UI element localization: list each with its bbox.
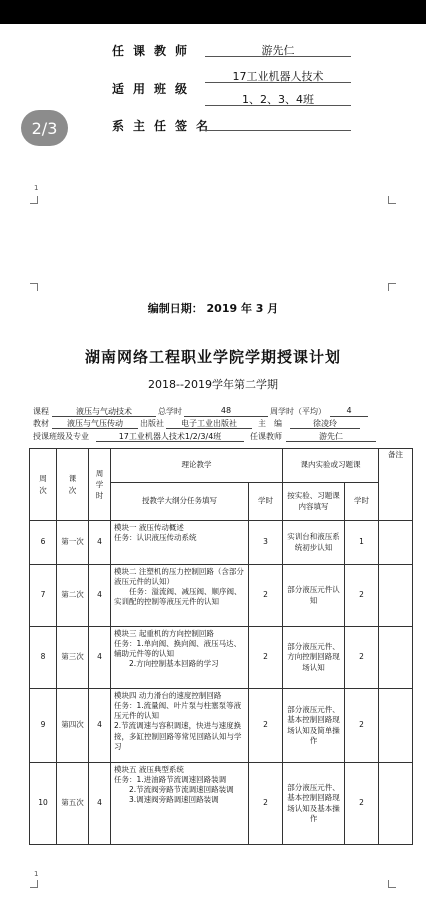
cell-lesson: 第五次 <box>57 763 89 845</box>
cell-remark <box>379 763 413 845</box>
cell-hours: 4 <box>89 689 111 763</box>
crop-mark <box>30 283 38 291</box>
cell-remark <box>379 627 413 689</box>
meta-underline <box>184 416 268 417</box>
cell-week: 8 <box>30 627 57 689</box>
crop-mark <box>30 196 38 204</box>
cell-practice-hours: 2 <box>345 763 379 845</box>
cell-remark <box>379 521 413 565</box>
table-row <box>30 521 413 565</box>
class-label: 适用班级 <box>112 82 197 96</box>
teaching-plan-table <box>29 448 413 845</box>
cell-theory: 模块一 液压传动概述 任务：认识液压传动系统 <box>111 521 249 565</box>
header-practice-hours: 学时 <box>345 483 379 521</box>
page-number-1: 1 <box>34 184 39 192</box>
cell-practice: 部分液压元件认知 <box>283 565 345 627</box>
header-theory-hours: 学时 <box>249 483 283 521</box>
cell-practice-hours: 2 <box>345 565 379 627</box>
class-underline-1 <box>205 82 351 83</box>
table-row <box>30 763 413 845</box>
cell-hours: 4 <box>89 521 111 565</box>
cell-theory-hours: 3 <box>249 521 283 565</box>
teacher-value: 游先仁 <box>261 44 295 57</box>
cell-practice-hours: 1 <box>345 521 379 565</box>
class-major-label: 授课班级及专业 <box>33 432 89 441</box>
meta-teacher-value: 游先仁 <box>319 432 343 441</box>
cell-theory: 模块五 液压典型系统 任务：1.进油路节流调速回路装调 2.节流阀旁路节流调速回路装调 3.调速阀旁路调速回路装调 <box>111 763 249 845</box>
cell-hours: 4 <box>89 565 111 627</box>
crop-mark <box>30 880 38 888</box>
cell-week: 9 <box>30 689 57 763</box>
cell-theory: 模块三 起重机的方向控制回路 任务：1.单向阀、换向阀、液压马达、辅助元件等的认知 2.方向控制基本回路的学习 <box>111 627 249 689</box>
cell-theory: 模块二 注塑机的压力控制回路（含部分液压元件的认知） 任务：溢流阀、减压阀、顺序阀、实训配的控制等液压元件的认知 <box>111 565 249 627</box>
cell-practice: 部分液压元件、基本控制回路现场认知及基本操作 <box>283 763 345 845</box>
publisher-value: 电子工业出版社 <box>181 419 237 428</box>
weekly-hours-value: 4 <box>346 406 352 415</box>
cell-lesson: 第三次 <box>57 627 89 689</box>
meta-underline <box>52 428 138 429</box>
course-value: 液压与气动技术 <box>76 407 132 416</box>
teacher-label: 任课教师 <box>112 44 197 58</box>
cell-practice: 部分液压元件、基本控制回路现场认知及简单操作 <box>283 689 345 763</box>
cell-practice-hours: 2 <box>345 627 379 689</box>
crop-mark <box>388 283 396 291</box>
header-lesson: 课次 <box>57 449 89 521</box>
class-value-line1: 17工业机器人技术 <box>232 70 324 83</box>
document-subtitle: 2018--2019学年第二学期 <box>148 378 278 391</box>
table-row <box>30 565 413 627</box>
editor-label: 主 编 <box>258 419 282 428</box>
status-bar <box>0 0 426 24</box>
cell-lesson: 第二次 <box>57 565 89 627</box>
cell-week: 7 <box>30 565 57 627</box>
meta-underline <box>52 416 156 417</box>
director-underline <box>205 130 351 131</box>
class-major-value: 17工业机器人技术1/2/3/4班 <box>118 432 222 441</box>
crop-mark <box>388 880 396 888</box>
meta-underline <box>96 441 244 442</box>
document-title: 湖南网络工程职业学院学期授课计划 <box>84 348 341 366</box>
course-label: 课程 <box>33 407 49 416</box>
weekly-hours-label: 周学时（平均） <box>270 407 326 416</box>
total-hours-value: 48 <box>220 406 232 415</box>
cell-hours: 4 <box>89 763 111 845</box>
header-row <box>30 449 413 483</box>
header-practice-content: 按实验、习题课内容填写 <box>283 483 345 521</box>
page-indicator[interactable]: 2/3 <box>21 110 68 146</box>
header-hours: 周学时 <box>89 449 111 521</box>
cell-theory-hours: 2 <box>249 689 283 763</box>
cell-hours: 4 <box>89 627 111 689</box>
header-week: 周次 <box>30 449 57 521</box>
teacher-underline <box>205 56 351 57</box>
publisher-label: 出版社 <box>140 419 164 428</box>
class-underline-2 <box>205 105 351 106</box>
cell-lesson: 第四次 <box>57 689 89 763</box>
cell-practice-hours: 2 <box>345 689 379 763</box>
meta-underline <box>290 428 360 429</box>
header-remark: 备注 <box>379 449 413 521</box>
header-practice: 课内实验或习题课 <box>283 449 379 483</box>
table-row <box>30 689 413 763</box>
cell-lesson: 第一次 <box>57 521 89 565</box>
meta-underline <box>166 428 252 429</box>
cell-practice: 实训台和液压系统初步认知 <box>283 521 345 565</box>
meta-underline <box>286 441 376 442</box>
cell-theory-hours: 2 <box>249 627 283 689</box>
total-hours-label: 总学时 <box>158 407 182 416</box>
meta-teacher-label: 任课教师 <box>250 432 282 441</box>
cell-remark <box>379 689 413 763</box>
cell-remark <box>379 565 413 627</box>
header-theory-content: 授教学大纲分任务填写 <box>111 483 249 521</box>
page-number-2: 1 <box>34 870 39 878</box>
cell-theory-hours: 2 <box>249 763 283 845</box>
edit-date: 编制日期： 2019 年 3 月 <box>147 302 279 315</box>
cell-practice: 部分液压元件、方向控制回路现场认知 <box>283 627 345 689</box>
editor-value: 徐凌玲 <box>313 419 337 428</box>
meta-underline <box>330 416 368 417</box>
class-value-line2: 1、2、3、4班 <box>242 93 314 106</box>
textbook-label: 教材 <box>33 419 49 428</box>
director-label: 系主任签名 <box>112 119 218 133</box>
crop-mark <box>388 196 396 204</box>
cell-week: 10 <box>30 763 57 845</box>
cell-theory-hours: 2 <box>249 565 283 627</box>
cell-theory: 模块四 动力滑台的速度控制回路 任务：1.流量阀、叶片泵与柱塞泵等液压元件的认知 2.节流调速与容积调速，快进与速度换接，多缸控制回路等常见回路认知与学习 <box>111 689 249 763</box>
cell-week: 6 <box>30 521 57 565</box>
table-row <box>30 627 413 689</box>
textbook-value: 液压与气压传动 <box>67 419 123 428</box>
header-theory: 理论教学 <box>111 449 283 483</box>
